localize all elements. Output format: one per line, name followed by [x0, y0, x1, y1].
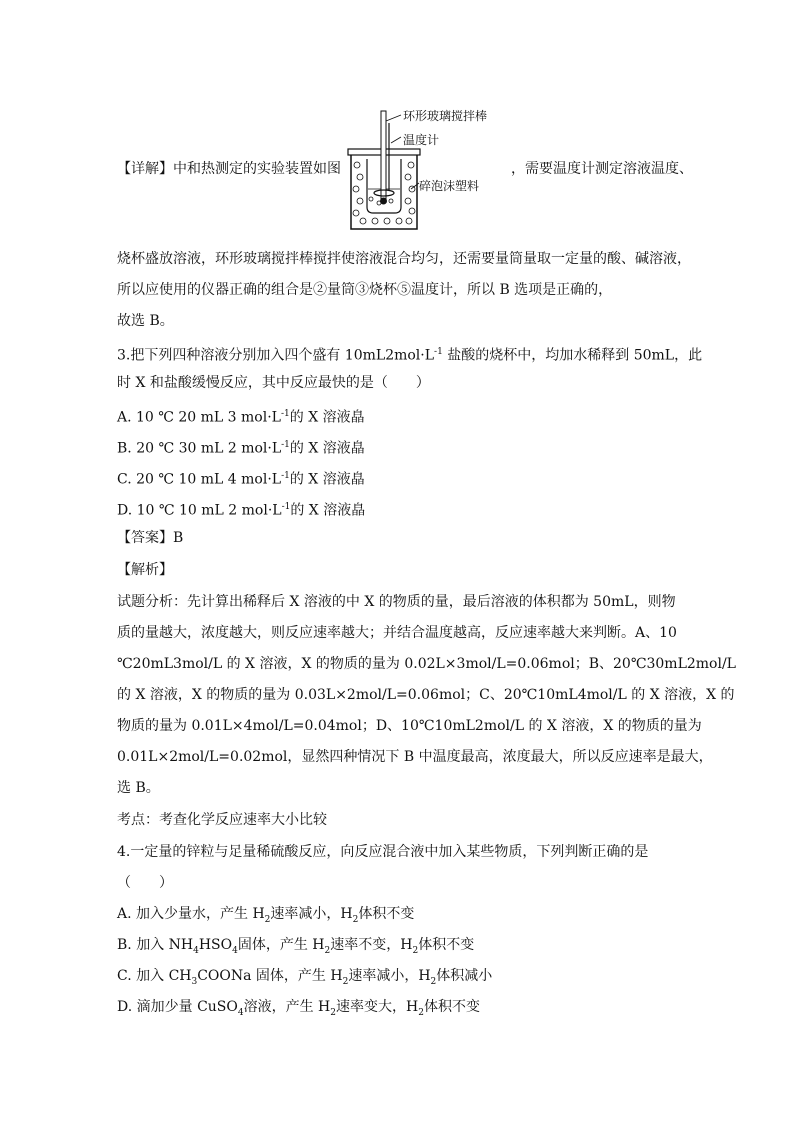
detail-suffix: ，需要温度计测定溶液温度、	[511, 161, 693, 177]
q3-option-d	[117, 497, 365, 521]
q3-kaodian: 考点：考查化学反应速率大小比较	[117, 812, 327, 828]
q3-option-a-sup: -1	[280, 409, 290, 419]
q3-analysis-line-4: 的 X 溶液，X 的物质的量为 0.03L×2mol/L=0.06mol；C、20℃10mL4mol/L 的 X 溶液，X 的	[117, 687, 735, 703]
q3-analysis-line-1: 试题分析：先计算出稀释后 X 溶液的中 X 的物质的量，最后溶液的体积都为 50mL，则物	[117, 594, 676, 610]
q4-option-d-sub1: 4	[237, 1007, 244, 1018]
q3-option-b	[117, 435, 365, 459]
q3-option-c	[117, 466, 365, 490]
q3-option-c-sup: -1	[281, 471, 290, 481]
q4-option-b-sub2: 4	[232, 945, 238, 956]
q4-option-c-sub3: 2	[430, 976, 437, 987]
q4-option-b-4: 速率不变，H	[330, 937, 413, 953]
q4-option-c-3: 速率减小，H	[348, 968, 431, 984]
q3-analysis-heading: 【解析】	[117, 562, 173, 578]
q3-analysis-line-5: 物质的量为 0.01L×4mol/L=0.04mol；D、10℃10mL2mol/L 的 X 溶液，X 的物质的量为	[117, 718, 702, 734]
q3-option-d-sup: -1	[281, 502, 291, 512]
q4-stem-line-2: （ ）	[117, 875, 173, 891]
q4-option-a-sub1: 2	[264, 914, 271, 925]
q4-option-a-3: 体积不变	[358, 906, 415, 922]
q3-analysis-line-6: 0.01L×2mol/L=0.02mol，显然四种情况下 B 中温度最高，浓度最大，所以反应速率是最大，	[117, 749, 713, 765]
q3-analysis-line-2: 质的量越大，浓度越大，则反应速率越大；并结合温度越高，反应速率越大来判断。A、10	[117, 625, 677, 641]
q3-option-c-tail: 的 X 溶液皛	[289, 471, 365, 488]
q4-option-c	[117, 966, 492, 992]
q3-stem-b: 盐酸的烧杯中，均加水稀释到 50mL，此	[442, 347, 703, 364]
q3-stem-line-2: 时 X 和盐酸缓慢反应，其中反应最快的是（ ）	[117, 375, 430, 391]
q3-option-a-tail: 的 X 溶液皛	[289, 409, 365, 426]
q3-option-c-text: C. 20 ℃ 10 mL 4 mol·L	[117, 471, 282, 488]
q4-option-c-4: 体积减小	[436, 968, 493, 984]
q3-stem-sup: -1	[434, 347, 443, 357]
q4-option-b-2: HSO	[198, 937, 233, 953]
q3-option-b-sup: -1	[281, 440, 290, 450]
q3-analysis-line-3: ℃20mL3mol/L 的 X 溶液，X 的物质的量为 0.02L×3mol/L=0.06mol；B、20℃30mL2mol/L	[117, 656, 736, 672]
q3-analysis-line-7: 选 B。	[117, 780, 160, 796]
detail-line-1: 烧杯盛放溶液，环形玻璃搅拌棒搅拌使溶液混合均匀，还需要量筒量取一定量的酸、碱溶液，	[117, 251, 691, 267]
q4-option-b-sub1: 4	[193, 945, 199, 956]
label-stirrer: 环形玻璃搅拌棒	[403, 109, 488, 123]
q4-stem-line-1: 4.一定量的锌粒与足量稀硫酸反应，向反应混合液中加入某些物质，下列判断正确的是	[117, 844, 649, 860]
q4-option-d-2: 溶液，产生 H	[243, 999, 331, 1015]
q4-option-a-1: A. 加入少量水，产生 H	[117, 906, 265, 922]
q3-option-d-text: D. 10 ℃ 10 mL 2 mol·L	[117, 502, 282, 519]
q3-option-b-tail: 的 X 溶液皛	[289, 440, 365, 457]
q4-option-d-1: D. 滴加少量 CuSO	[117, 999, 238, 1015]
detail-line-3: 故选 B。	[117, 313, 174, 329]
q4-option-d-3: 速率变大，H	[336, 999, 419, 1015]
q4-option-d-4: 体积不变	[423, 999, 480, 1015]
q4-option-a-sub2: 2	[352, 914, 359, 925]
q3-option-b-text: B. 20 ℃ 30 mL 2 mol·L	[117, 440, 282, 457]
q4-option-c-1: C. 加入 CH	[117, 968, 192, 984]
q4-option-a-2: 速率减小，H	[270, 906, 353, 922]
q3-stem-line-1	[117, 342, 702, 366]
q4-option-d	[117, 997, 480, 1023]
q3-option-a	[117, 404, 365, 428]
q4-option-b-sub3: 2	[324, 945, 331, 956]
q4-option-d-sub2: 2	[330, 1007, 337, 1018]
q4-option-c-sub1: 3	[191, 976, 198, 987]
q4-option-b	[117, 935, 474, 961]
q3-answer: 【答案】B	[117, 530, 184, 546]
q4-option-b-5: 体积不变	[418, 937, 475, 953]
calorimeter-figure	[345, 103, 505, 233]
detail-prefix: 【详解】中和热测定的实验装置如图	[117, 161, 341, 177]
q3-option-a-text: A. 10 ℃ 20 mL 3 mol·L	[117, 409, 281, 426]
q4-option-a	[117, 904, 414, 930]
detail-line-2: 所以应使用的仪器正确的组合是②量筒③烧杯⑤温度计，所以 B 选项是正确的，	[117, 282, 613, 298]
q4-option-d-sub3: 2	[418, 1007, 424, 1018]
label-thermometer: 温度计	[403, 133, 440, 147]
q4-option-b-1: B. 加入 NH	[117, 937, 194, 953]
q4-option-b-sub4: 2	[412, 945, 419, 956]
q3-stem-a: 3.把下列四种溶液分别加入四个盛有 10mL2mol·L	[117, 347, 435, 364]
q4-option-b-3: 固体，产生 H	[237, 937, 325, 953]
q4-option-c-2: COONa 固体，产生 H	[197, 968, 343, 984]
label-foam: 碎泡沫塑料	[419, 179, 480, 193]
q3-option-d-tail: 的 X 溶液皛	[290, 502, 366, 519]
q4-option-c-sub2: 2	[342, 976, 349, 987]
